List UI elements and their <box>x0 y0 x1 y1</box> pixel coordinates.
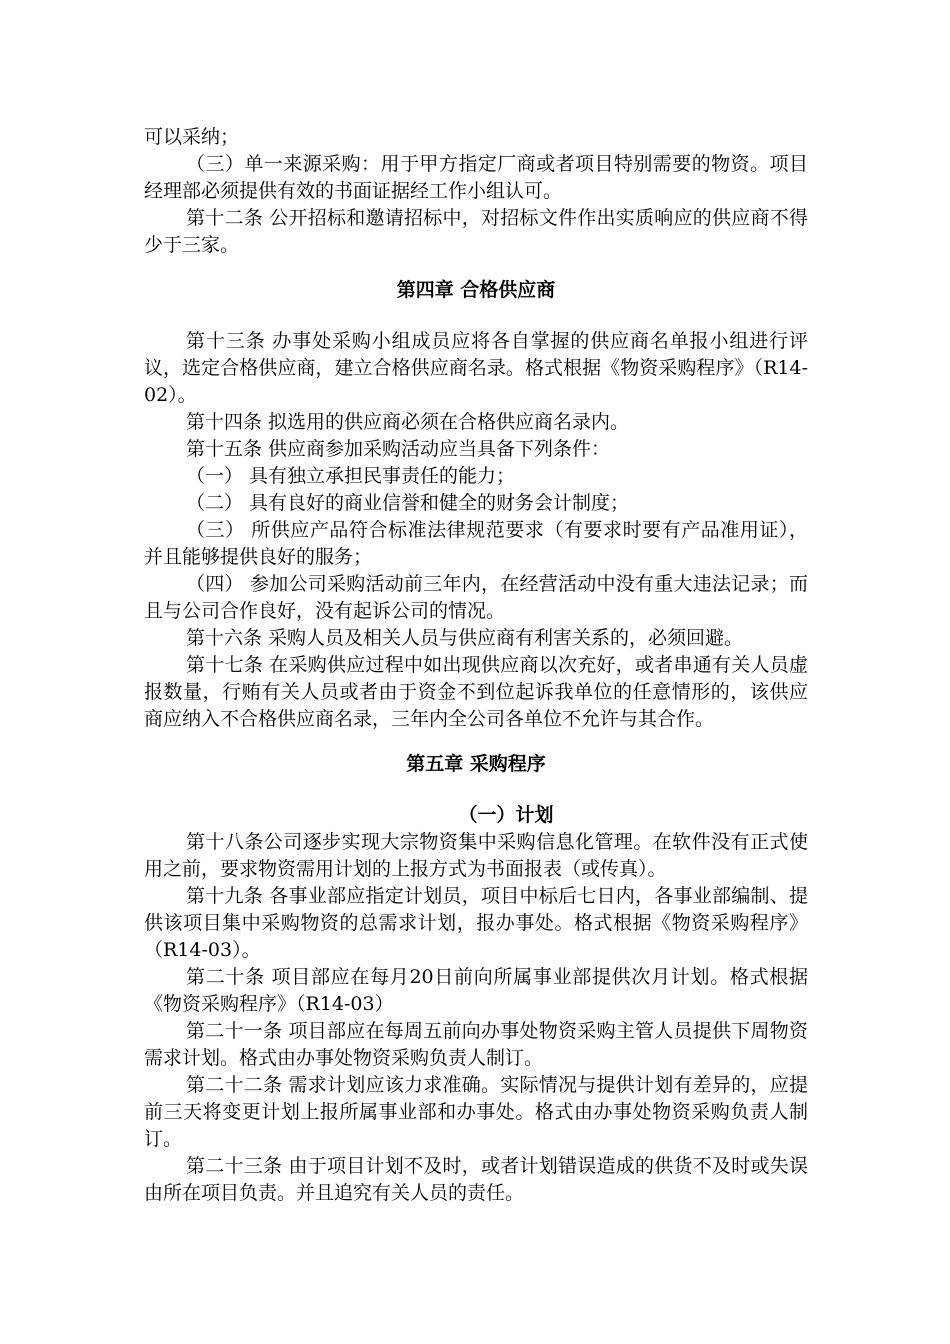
paragraph: （三）单一来源采购：用于甲方指定厂商或者项目特别需要的物资。项目经理部必须提供有效的书面证据经工作小组认可。 <box>144 153 808 202</box>
paragraph: 可以采纳； <box>144 126 240 148</box>
paragraph: 第二十二条 需求计划应该力求准确。实际情况与提供计划有差异的，应提前三天将变更计划上报所属事业部和办事处。格式由办事处物资采购负责人制订。 <box>144 1074 808 1150</box>
list-item: （二） 具有良好的商业信誉和健全的财务会计制度； <box>186 492 630 514</box>
section-heading-plan: （一）计划 <box>458 804 554 826</box>
document-body <box>144 124 808 1207</box>
paragraph: 第十九条 各事业部应指定计划员，项目中标后七日内，各事业部编制、提供该项目集中采购物资的总需求计划，报办事处。格式根据《物资采购程序》（R14-03）。 <box>144 885 808 961</box>
chapter-heading-4: 第四章 合格供应商 <box>396 279 556 301</box>
paragraph: 第二十三条 由于项目计划不及时，或者计划错误造成的供货不及时或失误由所在项目负责。并且追究有关人员的责任。 <box>144 1155 808 1204</box>
list-item: （三） 所供应产品符合标准法律规范要求（有要求时要有产品准用证），并且能够提供良好的服务； <box>144 519 808 568</box>
paragraph: 第十七条 在采购供应过程中如出现供应商以次充好，或者串通有关人员虚报数量，行贿有关人员或者由于资金不到位起诉我单位的任意情形的，该供应商应纳入不合格供应商名录，三年内全公司各单位不允许与其合作。 <box>144 654 808 730</box>
paragraph: 第十二条 公开招标和邀请招标中，对招标文件作出实质响应的供应商不得少于三家。 <box>144 207 808 256</box>
paragraph: 第十三条 办事处采购小组成员应将各自掌握的供应商名单报小组进行评议，选定合格供应商，建立合格供应商名录。格式根据《物资采购程序》（R14-02）。 <box>144 330 808 406</box>
paragraph: 第十六条 采购人员及相关人员与供应商有利害关系的，必须回避。 <box>186 627 744 649</box>
paragraph: 第十八条公司逐步实现大宗物资集中采购信息化管理。在软件没有正式使用之前，要求物资需用计划的上报方式为书面报表（或传真）。 <box>144 831 808 880</box>
paragraph: 第二十一条 项目部应在每周五前向办事处物资采购主管人员提供下周物资需求计划。格式由办事处物资采购负责人制订。 <box>144 1020 808 1069</box>
paragraph: 第十五条 供应商参加采购活动应当具备下列条件： <box>186 438 611 460</box>
chapter-heading-5: 第五章 采购程序 <box>406 753 546 775</box>
paragraph: 第二十条 项目部应在每月20日前向所属事业部提供次月计划。格式根据《物资采购程序》（R14-03） <box>144 966 808 1015</box>
paragraph: 第十四条 拟选用的供应商必须在合格供应商名录内。 <box>186 411 630 433</box>
list-item: （四） 参加公司采购活动前三年内，在经营活动中没有重大违法记录；而且与公司合作良好，没有起诉公司的情况。 <box>144 573 808 622</box>
list-item: （一） 具有独立承担民事责任的能力； <box>186 465 516 487</box>
